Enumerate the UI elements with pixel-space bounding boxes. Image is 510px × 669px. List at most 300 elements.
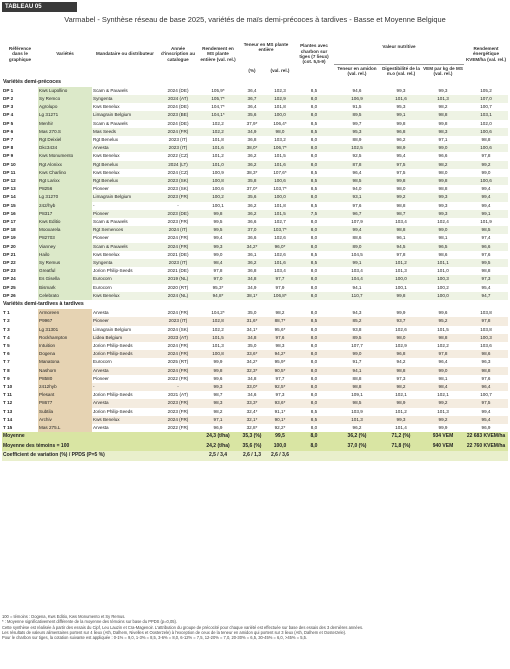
header-teneur: Teneur en MS plante entière bbox=[243, 41, 289, 53]
cell-teneur-pct: 34,8 bbox=[238, 334, 266, 342]
cell-charbon: 8,5 bbox=[294, 185, 334, 193]
summary-value bbox=[422, 451, 464, 461]
cell-charbon: 8,0 bbox=[294, 111, 334, 119]
cell-ref: T 11 bbox=[3, 392, 12, 398]
cell-digestibilite: 96,1 bbox=[380, 234, 422, 242]
cell-annee: 2023 (BE) bbox=[158, 111, 198, 119]
cell-teneur-rel: 102,6 bbox=[266, 251, 294, 259]
summary-value bbox=[294, 451, 334, 461]
header-kvem: Rendement énergétique KVEM/ha (val. rel.) bbox=[465, 45, 507, 62]
cell-kvem: 100,7 bbox=[464, 103, 508, 111]
cell-kvem: 97,6 bbox=[464, 375, 508, 383]
cell-charbon: 8,0 bbox=[294, 226, 334, 234]
cell-teneur-rel: 90,1* bbox=[266, 416, 294, 424]
table-row bbox=[2, 202, 508, 210]
cell-teneur-rel: 102,7 bbox=[266, 218, 294, 226]
cell-amidon: 91,5 bbox=[334, 103, 380, 111]
footnote-line: Cette synthèse est réalisée à partir des essais du Cipf, Leu Lauzin et Cra-Magenoir. L'attribution du groupe de précocité pour chaque variété est effectuée sur base des essais des 3 dernières années. bbox=[2, 624, 364, 630]
cell-digestibilite: 102,1 bbox=[380, 391, 422, 399]
cell-kvem: 97,4 bbox=[464, 234, 508, 242]
table-row bbox=[2, 87, 508, 95]
cell-teneur-pct: 32,3* bbox=[238, 367, 266, 375]
table-row bbox=[2, 383, 508, 391]
cell-charbon: 8,0 bbox=[294, 391, 334, 399]
cell-charbon: 8,5 bbox=[294, 259, 334, 267]
cell-rendement: 98,7 bbox=[198, 391, 238, 399]
cell-mandataire: Arvesta bbox=[92, 309, 158, 317]
header-teneur-pct: (%) bbox=[248, 68, 256, 74]
header-teneur-rel: (val. rel.) bbox=[270, 68, 290, 74]
cell-mandataire: Rgt Benelux bbox=[92, 136, 158, 144]
cell-teneur-pct: 33,3* bbox=[238, 399, 266, 407]
cell-digestibilite: 96,8 bbox=[380, 128, 422, 136]
cell-vem: 98,4 bbox=[422, 383, 464, 391]
summary-label: Moyenne des témoins = 100 bbox=[2, 442, 198, 452]
cell-mandataire: Limagrain Belgium bbox=[92, 193, 158, 201]
cell-amidon: 93,1 bbox=[334, 193, 380, 201]
cell-charbon: 8,0 bbox=[294, 136, 334, 144]
cell-variete: Celebrato bbox=[38, 292, 92, 300]
cell-ref: DP 21 bbox=[3, 251, 16, 257]
cell-teneur-rel: 106,4* bbox=[266, 120, 294, 128]
cell-rendement: 99,0 bbox=[198, 251, 238, 259]
cell-mandataire: Jorion Philip-Seeds bbox=[92, 391, 158, 399]
cell-annee: 2023 (IT) bbox=[158, 317, 198, 325]
cell-charbon: 8,0 bbox=[294, 103, 334, 111]
cell-teneur-pct: 36,6 bbox=[238, 218, 266, 226]
cell-digestibilite: 99,8 bbox=[380, 292, 422, 300]
cell-vem: 102,1 bbox=[422, 391, 464, 399]
cell-variete: 2412hyb bbox=[38, 383, 92, 391]
table-row bbox=[2, 193, 508, 201]
cell-mandataire: Jorion Philip-Seeds bbox=[92, 267, 158, 275]
cell-teneur-rel: 98,3 bbox=[266, 342, 294, 350]
summary-label: Moyenne bbox=[2, 432, 198, 442]
cell-amidon: 99,4 bbox=[334, 226, 380, 234]
cell-teneur-rel: 106,7* bbox=[266, 144, 294, 152]
cell-rendement: 97,0 bbox=[198, 275, 238, 283]
cell-teneur-rel: 94,2* bbox=[266, 350, 294, 358]
cell-digestibilite: 100,1 bbox=[380, 284, 422, 292]
table-row bbox=[2, 424, 508, 432]
cell-annee: 2024 (FR) bbox=[158, 243, 198, 251]
summary-value bbox=[464, 451, 508, 461]
cell-rendement: 98,3 bbox=[198, 399, 238, 407]
cell-teneur-pct: 36,2 bbox=[238, 202, 266, 210]
cell-variete: Sy Remus bbox=[38, 259, 92, 267]
summary-value: 934 VEM bbox=[422, 432, 464, 442]
cell-variete: Mas 270.S bbox=[38, 128, 92, 136]
cell-teneur-rel: 101,8 bbox=[266, 103, 294, 111]
summary-value: 24,2 (t/ha) bbox=[198, 442, 238, 452]
cell-variete: Subtila bbox=[38, 408, 92, 416]
cell-vem: 101,0 bbox=[422, 267, 464, 275]
cell-amidon: 99,7 bbox=[334, 120, 380, 128]
cell-digestibilite: 98,2 bbox=[380, 383, 422, 391]
cell-amidon: 98,8 bbox=[334, 383, 380, 391]
cell-teneur-pct: 32,4* bbox=[238, 408, 266, 416]
cell-rendement: 104,1* bbox=[198, 111, 238, 119]
cell-vem: 98,8 bbox=[422, 334, 464, 342]
cell-amidon: 96,4 bbox=[334, 169, 380, 177]
cell-vem: 99,0 bbox=[422, 226, 464, 234]
header-variete: Variétés bbox=[56, 51, 74, 57]
table-row bbox=[2, 144, 508, 152]
cell-variete: Vianney bbox=[38, 243, 92, 251]
cell-teneur-rel: 103,4 bbox=[266, 267, 294, 275]
cell-teneur-rel: 101,8 bbox=[266, 202, 294, 210]
cell-teneur-pct: 34,1* bbox=[238, 326, 266, 334]
cell-variete: Mas 275.L bbox=[38, 424, 92, 432]
cell-teneur-rel: 96,0* bbox=[266, 243, 294, 251]
cell-amidon: 106,9 bbox=[334, 95, 380, 103]
cell-teneur-pct: 35,6 bbox=[238, 193, 266, 201]
cell-charbon: 8,0 bbox=[294, 326, 334, 334]
cell-vem: 99,3 bbox=[422, 210, 464, 218]
cell-teneur-pct: 34,8 bbox=[238, 375, 266, 383]
table-row bbox=[2, 292, 508, 300]
cell-kvem: 99,4 bbox=[464, 408, 508, 416]
cell-rendement: 97,1 bbox=[198, 416, 238, 424]
cell-vem: 99,3 bbox=[422, 202, 464, 210]
cell-digestibilite: 102,6 bbox=[380, 326, 422, 334]
cell-ref: DP 18 bbox=[3, 227, 16, 233]
cell-mandataire: Eurocorn bbox=[92, 275, 158, 283]
cell-teneur-pct: 31,6* bbox=[238, 317, 266, 325]
cell-amidon: 99,0 bbox=[334, 350, 380, 358]
cell-teneur-rel: 97,3 bbox=[266, 391, 294, 399]
cell-digestibilite: 95,4 bbox=[380, 152, 422, 160]
cell-annee: 2024 (FR) bbox=[158, 234, 198, 242]
cell-variete: Kws Monumento bbox=[38, 152, 92, 160]
cell-digestibilite: 98,9 bbox=[380, 144, 422, 152]
cell-ref: DP 23 bbox=[3, 268, 16, 274]
table-row bbox=[2, 350, 508, 358]
cell-charbon: 8,0 bbox=[294, 292, 334, 300]
cell-kvem: 99,4 bbox=[464, 202, 508, 210]
cell-rendement: 99,5 bbox=[198, 218, 238, 226]
cell-mandataire: Scam & Pauwels bbox=[92, 218, 158, 226]
summary-value bbox=[380, 451, 422, 461]
cell-amidon: 107,9 bbox=[334, 218, 380, 226]
cell-digestibilite: 99,8 bbox=[380, 177, 422, 185]
cell-digestibilite: 99,1 bbox=[380, 111, 422, 119]
summary-value: 24,3 (t/ha) bbox=[198, 432, 238, 442]
cell-annee: 2023 (FR) bbox=[158, 408, 198, 416]
cell-vem: 96,4 bbox=[422, 358, 464, 366]
cell-annee: 2023 (SK) bbox=[158, 177, 198, 185]
table-row bbox=[2, 416, 508, 424]
cell-teneur-pct: 37,0* bbox=[238, 185, 266, 193]
cell-vem: 96,6 bbox=[422, 152, 464, 160]
cell-amidon: 94,0 bbox=[334, 185, 380, 193]
cell-digestibilite: 101,3 bbox=[380, 267, 422, 275]
cell-digestibilite: 101,2 bbox=[380, 259, 422, 267]
cell-mandataire: Pioneer bbox=[92, 234, 158, 242]
cell-rendement: 105,7* bbox=[198, 95, 238, 103]
cell-annee: 2024 (FR) bbox=[158, 309, 198, 317]
cell-amidon: 96,7 bbox=[334, 210, 380, 218]
cell-vem: 101,3 bbox=[422, 408, 464, 416]
summary-row bbox=[2, 451, 508, 461]
cell-amidon: 88,8 bbox=[334, 375, 380, 383]
cell-charbon: 8,0 bbox=[294, 334, 334, 342]
cell-kvem: 96,6 bbox=[464, 243, 508, 251]
cell-digestibilite: 98,9 bbox=[380, 399, 422, 407]
cell-teneur-pct: 38,3* bbox=[238, 169, 266, 177]
table-row bbox=[2, 275, 508, 283]
cell-annee: 2023 (FR) bbox=[158, 218, 198, 226]
cell-variete: Bismark bbox=[38, 284, 92, 292]
cell-mandataire: Arvesta bbox=[92, 144, 158, 152]
cell-variete: Armoreen bbox=[38, 309, 92, 317]
cell-ref: T 7 bbox=[3, 359, 10, 365]
cell-charbon: 8,0 bbox=[294, 218, 334, 226]
cell-ref: DP 19 bbox=[3, 235, 16, 241]
cell-teneur-rel: 101,6 bbox=[266, 161, 294, 169]
cell-kvem: 100,3 bbox=[464, 334, 508, 342]
cell-digestibilite: 103,4 bbox=[380, 218, 422, 226]
cell-digestibilite: 99,2 bbox=[380, 193, 422, 201]
cell-vem: 99,0 bbox=[422, 144, 464, 152]
cell-mandataire: Mas Seeds bbox=[92, 128, 158, 136]
header-annee: Année d'inscription au catalogue bbox=[160, 45, 196, 62]
cell-teneur-pct: 35,6 bbox=[238, 111, 266, 119]
cell-variete: P8677 bbox=[38, 399, 92, 407]
cell-amidon: 95,3 bbox=[334, 128, 380, 136]
cell-rendement: 100,6 bbox=[198, 185, 238, 193]
cell-charbon: 8,0 bbox=[294, 399, 334, 407]
cell-variete: Sy Remco bbox=[38, 95, 92, 103]
cell-teneur-rel: 97,6 bbox=[266, 334, 294, 342]
cell-vem: 97,8 bbox=[422, 350, 464, 358]
cell-vem: 100,0 bbox=[422, 292, 464, 300]
cell-mandataire: Pioneer bbox=[92, 317, 158, 325]
summary-value: 35,3 (%) bbox=[238, 432, 266, 442]
cell-variete: Menhir bbox=[38, 120, 92, 128]
cell-variete: Kws Charlino bbox=[38, 169, 92, 177]
cell-vem: 99,8 bbox=[422, 177, 464, 185]
cell-digestibilite: 99,3 bbox=[380, 416, 422, 424]
cell-teneur-pct: 34,9 bbox=[238, 128, 266, 136]
cell-kvem: 98,5 bbox=[464, 226, 508, 234]
cell-charbon: 8,0 bbox=[294, 309, 334, 317]
table-row bbox=[2, 267, 508, 275]
cell-charbon: 8,0 bbox=[294, 193, 334, 201]
cell-kvem: 97,3 bbox=[464, 275, 508, 283]
cell-mandataire: Limagrain Belgium bbox=[92, 326, 158, 334]
cell-teneur-rel: 90,5* bbox=[266, 367, 294, 375]
cell-variete: Lg 31271 bbox=[38, 111, 92, 119]
cell-rendement: 101,6 bbox=[198, 144, 238, 152]
cell-variete: P8317 bbox=[38, 210, 92, 218]
cell-rendement: 105,9* bbox=[198, 87, 238, 95]
summary-value: 2,6 / 3,6 bbox=[266, 451, 294, 461]
cell-amidon: 87,8 bbox=[334, 161, 380, 169]
summary-value: 2,6 / 1,3 bbox=[238, 451, 266, 461]
cell-amidon: 109,1 bbox=[334, 391, 380, 399]
cell-teneur-rel: 98,2 bbox=[266, 309, 294, 317]
cell-digestibilite: 101,4 bbox=[380, 424, 422, 432]
cell-ref: T 10 bbox=[3, 383, 13, 389]
cell-teneur-rel: 95,9* bbox=[266, 358, 294, 366]
cell-digestibilite: 99,8 bbox=[380, 120, 422, 128]
cell-variete: Intuition bbox=[38, 342, 92, 350]
cell-annee: 2024 (FR) bbox=[158, 342, 198, 350]
cell-amidon: 96,2 bbox=[334, 424, 380, 432]
cell-annee: 2021 (DE) bbox=[158, 251, 198, 259]
cell-annee: 2022 (CZ) bbox=[158, 152, 198, 160]
cell-ref: T 9 bbox=[3, 375, 10, 381]
table-row bbox=[2, 334, 508, 342]
cell-vem: 95,2 bbox=[422, 317, 464, 325]
cell-ref: DP 26 bbox=[3, 292, 16, 298]
cell-ref: T 14 bbox=[3, 416, 13, 422]
cell-mandataire: Lidea Belgium bbox=[92, 334, 158, 342]
cell-ref: DP 17 bbox=[3, 219, 16, 225]
cell-vem: 102,2 bbox=[422, 342, 464, 350]
cell-rendement: 99,3 bbox=[198, 243, 238, 251]
cell-kvem: 99,0 bbox=[464, 169, 508, 177]
table-row bbox=[2, 128, 508, 136]
cell-vem: 98,2 bbox=[422, 161, 464, 169]
cell-rendement: 94,8* bbox=[198, 292, 238, 300]
cell-teneur-rel: 103,2 bbox=[266, 136, 294, 144]
cell-annee: 2024 (AT) bbox=[158, 95, 198, 103]
cell-teneur-rel: 103,7* bbox=[266, 226, 294, 234]
cell-charbon: 8,0 bbox=[294, 284, 334, 292]
cell-rendement: 95,3* bbox=[198, 284, 238, 292]
cell-teneur-pct: 32,8* bbox=[238, 424, 266, 432]
cell-vem: 98,3 bbox=[422, 128, 464, 136]
cell-variete: Agrolupo bbox=[38, 103, 92, 111]
cell-kvem: 100,6 bbox=[464, 144, 508, 152]
cell-variete: Kws Lupollino bbox=[38, 87, 92, 95]
cell-ref: T 1 bbox=[3, 310, 10, 316]
cell-rendement: 100,8 bbox=[198, 350, 238, 358]
cell-variete: P82703 bbox=[38, 234, 92, 242]
cell-amidon: 97,6 bbox=[334, 202, 380, 210]
cell-ref: DP 11 bbox=[3, 169, 16, 175]
cell-ref: T 2 bbox=[3, 318, 10, 324]
cell-ref: T 5 bbox=[3, 342, 10, 348]
cell-rendement: 101,2 bbox=[198, 152, 238, 160]
cell-teneur-rel: 102,6 bbox=[266, 234, 294, 242]
cell-annee: - bbox=[158, 383, 198, 391]
cell-ref: DP 5 bbox=[3, 120, 14, 126]
cell-teneur-pct: 35,8 bbox=[238, 177, 266, 185]
cell-teneur-rel: 100,0 bbox=[266, 193, 294, 201]
cell-teneur-pct: 34,9 bbox=[238, 284, 266, 292]
cell-annee: 2024 (SK) bbox=[158, 326, 198, 334]
cell-teneur-pct: 33,0* bbox=[238, 383, 266, 391]
cell-rendement: 102,2 bbox=[198, 326, 238, 334]
cell-annee: 2023 (AT) bbox=[158, 334, 198, 342]
table-row bbox=[2, 317, 508, 325]
cell-teneur-rel: 95,6* bbox=[266, 326, 294, 334]
cell-amidon: 94,3 bbox=[334, 309, 380, 317]
cell-kvem: 99,1 bbox=[464, 210, 508, 218]
cell-rendement: 101,8 bbox=[198, 136, 238, 144]
cell-rendement: 96,9 bbox=[198, 424, 238, 432]
cell-annee: 2022 (FR) bbox=[158, 375, 198, 383]
cell-charbon: 8,5 bbox=[294, 128, 334, 136]
cell-kvem: 97,6 bbox=[464, 251, 508, 259]
cell-teneur-pct: 37,0 bbox=[238, 226, 266, 234]
cell-rendement: 102,2 bbox=[198, 128, 238, 136]
cell-ref: DP 16 bbox=[3, 210, 16, 216]
cell-mandataire: - bbox=[92, 202, 158, 210]
table-row bbox=[2, 259, 508, 267]
cell-teneur-rel: 92,2* bbox=[266, 424, 294, 432]
cell-annee: 2024 (IT) bbox=[158, 226, 198, 234]
cell-charbon: 8,5 bbox=[294, 202, 334, 210]
summary-value: 22 760 KVEM/ha bbox=[464, 442, 508, 452]
cell-digestibilite: 95,3 bbox=[380, 103, 422, 111]
cell-teneur-pct: 34,8 bbox=[238, 275, 266, 283]
cell-kvem: 100,6 bbox=[464, 128, 508, 136]
cell-digestibilite: 97,8 bbox=[380, 251, 422, 259]
cell-teneur-pct: 36,6 bbox=[238, 234, 266, 242]
cell-digestibilite: 98,0 bbox=[380, 185, 422, 193]
cell-mandataire: - bbox=[92, 383, 158, 391]
table-row bbox=[2, 391, 508, 399]
cell-rendement: 99,8 bbox=[198, 210, 238, 218]
cell-mandataire: Rgt Benelux bbox=[92, 161, 158, 169]
cell-amidon: 88,9 bbox=[334, 136, 380, 144]
cell-digestibilite: 101,2 bbox=[380, 408, 422, 416]
cell-vem: 97,1 bbox=[422, 136, 464, 144]
cell-rendement: 101,0 bbox=[198, 161, 238, 169]
table-row bbox=[2, 375, 508, 383]
cell-kvem: 94,7 bbox=[464, 292, 508, 300]
header-valeur-nutritive: Valeur nutritive bbox=[334, 30, 464, 65]
cell-rendement: 100,9 bbox=[198, 169, 238, 177]
cell-kvem: 103,1 bbox=[464, 111, 508, 119]
cell-variete: Kws Editio bbox=[38, 218, 92, 226]
cell-amidon: 99,1 bbox=[334, 259, 380, 267]
cell-mandataire: Arvesta bbox=[92, 399, 158, 407]
cell-variete: Hailo bbox=[38, 251, 92, 259]
cell-mandataire: Jorion Philip-Seeds bbox=[92, 342, 158, 350]
cell-charbon: 8,5 bbox=[294, 251, 334, 259]
cell-ref: T 3 bbox=[3, 326, 10, 332]
cell-amidon: 98,5 bbox=[334, 177, 380, 185]
cell-kvem: 98,6 bbox=[464, 350, 508, 358]
cell-charbon: 8,0 bbox=[294, 161, 334, 169]
cell-amidon: 94,1 bbox=[334, 367, 380, 375]
cell-annee: 2023 (FR) bbox=[158, 193, 198, 201]
table-row bbox=[2, 367, 508, 375]
cell-teneur-rel: 107,6* bbox=[266, 169, 294, 177]
cell-ref: DP 13 bbox=[3, 186, 16, 192]
cell-mandataire: Kws Benelux bbox=[92, 416, 158, 424]
cell-teneur-rel: 106,8* bbox=[266, 292, 294, 300]
cell-amidon: 88,6 bbox=[334, 234, 380, 242]
cell-ref: T 15 bbox=[3, 424, 13, 430]
footnotes bbox=[2, 614, 508, 640]
cell-mandataire: Kws Benelux bbox=[92, 169, 158, 177]
cell-ref: DP 24 bbox=[3, 276, 16, 282]
cell-amidon: 103,9 bbox=[334, 408, 380, 416]
header-plantes: Plantes avec charbon sur tiges (7 lieux) (cot. 5,5-9) bbox=[299, 43, 329, 65]
cell-rendement: 100,1 bbox=[198, 202, 238, 210]
table-tag: TABLEAU 05 bbox=[2, 2, 77, 12]
table-row bbox=[2, 103, 508, 111]
cell-annee: 2024 (DE) bbox=[158, 120, 198, 128]
cell-teneur-pct: 35,0 bbox=[238, 309, 266, 317]
table-row bbox=[2, 284, 508, 292]
